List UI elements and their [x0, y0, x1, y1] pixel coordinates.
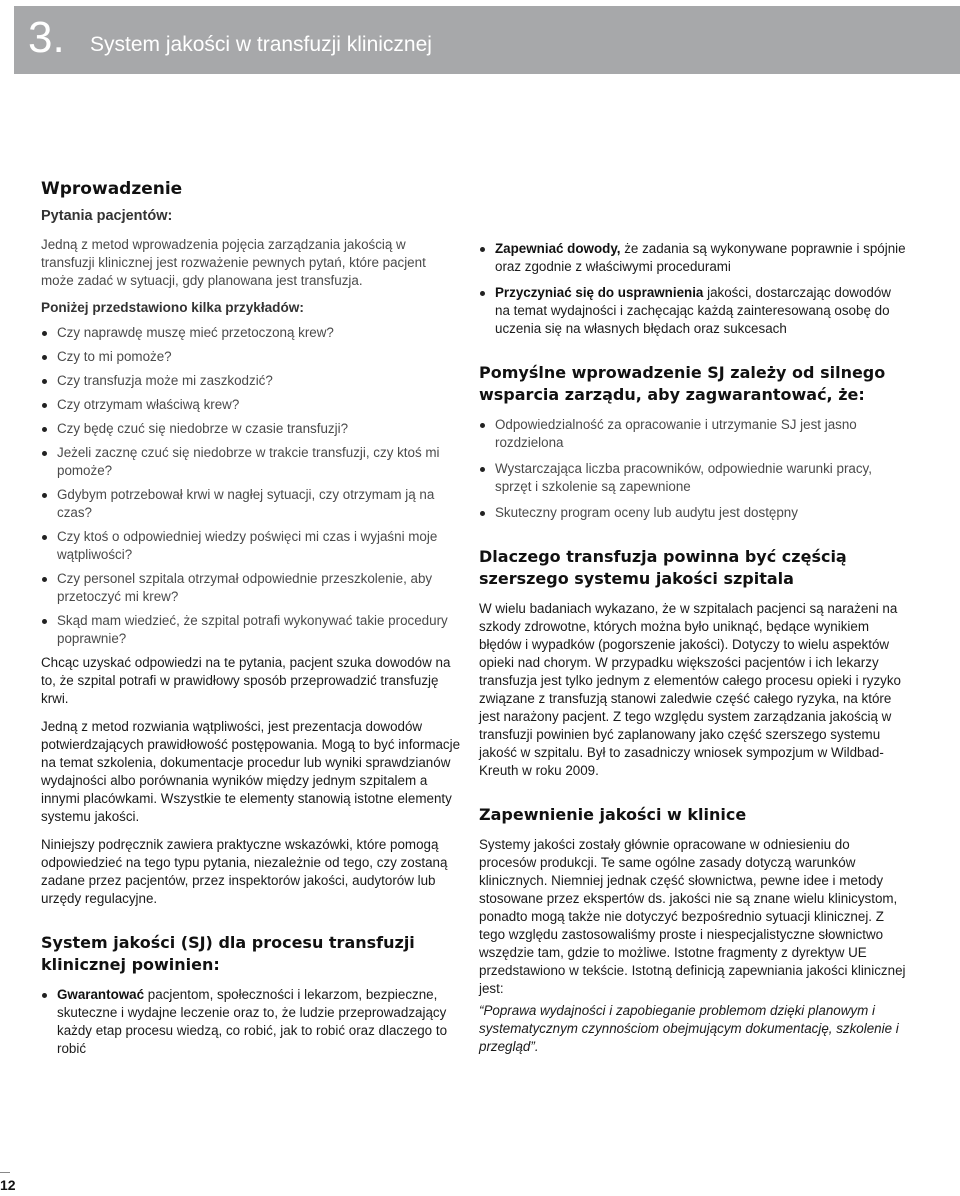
list-item-text: jakości, dostarczając dowodów na temat wydajności i zachęcając każdą zainteresowaną osobę do uczenia się na własnych błędach oraz sukcesach: [495, 285, 891, 336]
quality-system-list-continued: [479, 240, 909, 338]
paragraph-methods: Jedną z metod rozwiania wątpliwości, jest prezentacja dowodów potwierdzających prawidłowość postępowania. Mogą to być informacje na temat szkolenia, dokumentacje procedur lub wyniki sprawdzianów wydajności albo porównania wyników między jednym szpitalem a innymi placówkami. Wszystkie te elementy stanowią istotne elementy systemu jakości.: [41, 719, 461, 824]
chapter-number: 3.: [28, 13, 65, 62]
quality-assurance-paragraph: Systemy jakości zostały głównie opracowane w odniesieniu do procesów produkcji. Te same ogólne zasady dotyczą warunków klinicznych. Niemniej jednak część słownictwa, pewne idee i metody stosowane przez ekspertów ds. jakości nie są znane wielu klinicystom, ponadto mogą także nie dotyczyć bezpośrednio sytuacji klinicznej. Z tego względu zastosowaliśmy proste i niespecjalistyczne słownictwo wszędzie tam, gdzie to możliwe. Istotne fragmenty z dyrektyw UE przedstawiono w tekście. Istotną definicją zapewniania jakości klinicznej jest:: [479, 837, 906, 996]
list-item-bold: Przyczyniać się do usprawnienia: [495, 285, 704, 300]
patient-questions-heading: Pytania pacjentów:: [41, 208, 173, 224]
paragraph-handbook: Niniejszy podręcznik zawiera praktyczne wskazówki, które pomogą odpowiedzieć na tego typu pytania, niezależnie od tego, czy zostaną zadane przez pacjentów, przez inspektorów jakości, audytorów lub urzędy regulacyjne.: [41, 837, 448, 906]
page-number-rule: [0, 1172, 10, 1173]
list-item: Odpowiedzialność za opracowanie i utrzymanie SJ jest jasno rozdzielona: [479, 416, 909, 452]
page-number: 12: [0, 1177, 16, 1193]
chapter-title: System jakości w transfuzji klinicznej: [90, 33, 432, 56]
list-item: Gdybym potrzebował krwi w nagłej sytuacji, czy otrzymam ją na czas?: [41, 486, 461, 522]
left-column: [41, 178, 461, 1058]
why-paragraph: W wielu badaniach wykazano, że w szpitalach pacjenci są narażeni na szkody zdrowotne, których można było uniknąć, będące wynikiem błędów i wypadków (pogorszenie jakości). Dotyczy to wielu aspektów opieki nad chorym. W przypadku większości pacjentów i ich lekarzy transfuzja jest tylko jednym z elementów całego procesu opieki i ryzyko związane z transfuzją stanowi zaledwie część całego ryzyka, na które jest narażony pacjent. Z tego względu system zarządzania jakością w transfuzji powinien być zaplanowany jako część szerszego systemu jakość w szpitalu. Był to zasadniczy wniosek sympozjum w Wildbad-Kreuth w roku 2009.: [479, 601, 901, 778]
list-item: Czy ktoś o odpowiedniej wiedzy poświęci mi czas i wyjaśni moje wątpliwości?: [41, 528, 461, 564]
paragraph-evidence: Chcąc uzyskać odpowiedzi na te pytania, pacjent szuka dowodów na to, że szpital potrafi w prawidłowy sposób przeprowadzić transfuzję krwi.: [41, 655, 451, 706]
patient-questions-list: [41, 324, 461, 648]
quality-definition-quote: “Poprawa wydajności i zapobieganie problemom dzięki planowym i systematycznym czynnościom obejmującym dokumentację, szkolenie i przegląd”.: [479, 1003, 899, 1054]
success-list: [479, 416, 909, 522]
list-item: Czy naprawdę muszę mieć przetoczoną krew?: [41, 324, 461, 342]
list-item-text: pacjentom, społeczności i lekarzom, bezpieczne, skuteczne i wydajne leczenie oraz to, że ludzie przeprowadzający każdy etap procesu wiedzą, co robić, jak to robić oraz dlaczego to robić: [57, 987, 448, 1056]
list-item: Czy otrzymam właściwą krew?: [41, 396, 461, 414]
list-item: Skuteczny program oceny lub audytu jest dostępny: [479, 504, 909, 522]
list-item: Czy transfuzja może mi zaszkodzić?: [41, 372, 461, 390]
why-heading: Dlaczego transfuzja powinna być częścią szerszego systemu jakości szpitala: [479, 547, 847, 588]
list-item: Czy personel szpitala otrzymał odpowiednie przeszkolenie, aby przetoczyć mi krew?: [41, 570, 461, 606]
success-heading: Pomyślne wprowadzenie SJ zależy od silnego wsparcia zarządu, aby zagwarantować, że:: [479, 363, 886, 404]
quality-system-list: [41, 986, 461, 1058]
list-item: [479, 240, 909, 276]
quality-assurance-heading: Zapewnienie jakości w klinice: [479, 805, 747, 824]
intro-paragraph: Jedną z metod wprowadzenia pojęcia zarządzania jakością w transfuzji klinicznej jest rozważenie pewnych pytań, które pacjent może zadać w sytuacji, gdy planowana jest transfuzja.: [41, 237, 426, 288]
right-column: [479, 240, 909, 1056]
intro-heading: Wprowadzenie: [41, 179, 183, 199]
list-item-bold: Zapewniać dowody,: [495, 241, 621, 256]
quality-system-heading: System jakości (SJ) dla procesu transfuzji klinicznej powinien:: [41, 933, 415, 974]
list-item: [479, 284, 909, 338]
list-item: Czy będę czuć się niedobrze w czasie transfuzji?: [41, 420, 461, 438]
list-item: Skąd mam wiedzieć, że szpital potrafi wykonywać takie procedury poprawnie?: [41, 612, 461, 648]
list-item: Wystarczająca liczba pracowników, odpowiednie warunki pracy, sprzęt i szkolenie są zapewnione: [479, 460, 909, 496]
list-item: [41, 986, 461, 1058]
list-item: Czy to mi pomoże?: [41, 348, 461, 366]
list-item: Jeżeli zacznę czuć się niedobrze w trakcie transfuzji, czy ktoś mi pomoże?: [41, 444, 461, 480]
list-item-text: że zadania są wykonywane poprawnie i spójnie oraz zgodnie z właściwymi procedurami: [495, 241, 906, 274]
list-item-bold: Gwarantować: [57, 987, 145, 1002]
examples-heading: Poniżej przedstawiono kilka przykładów:: [41, 300, 304, 315]
